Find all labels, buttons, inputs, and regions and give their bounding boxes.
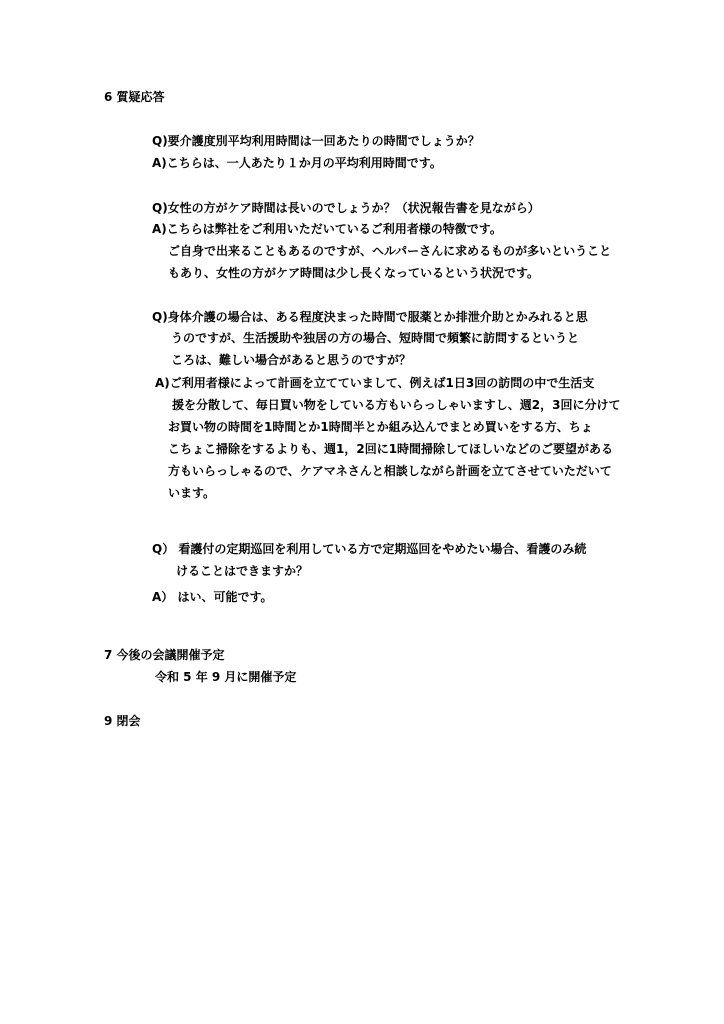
question-line: Q)女性の方がケア時間は長いのでしょうか？（状況報告書を見ながら） [152, 201, 540, 215]
question-line: けることはできますか？ [176, 564, 309, 578]
answer-line: こちょこ掃除をするよりも、週1，2回に1時間掃除してほしいなどのご要望がある [168, 442, 614, 456]
answer-line: 援を分散して、毎日買い物をしている方もいらっしゃいますし、週2，3回に分けて [172, 398, 621, 412]
answer-line: もあり、女性の方がケア時間は少し長くなっているという状況です。 [168, 266, 540, 280]
answer-line: A)こちらは、一人あたり１か月の平均利用時間です。 [152, 156, 442, 170]
answer-line: A)ご利用者様によって計画を立てていまして、例えば1日3回の訪問の中で生活支 [155, 376, 595, 390]
next-meeting-body: 令和 5 年 9 月に開催予定 [155, 670, 297, 684]
answer-line: います。 [168, 486, 216, 500]
question-line: Q)身体介護の場合は、ある程度決まった時間で服薬とか排泄介助とかみれると思 [152, 310, 588, 324]
section-heading-next-meeting: 7 今後の会議開催予定 [104, 648, 225, 662]
answer-line: A)こちらは弊社をご利用いただいているご利用者様の特徴です。 [152, 222, 502, 236]
answer-line: A） はい、可能です。 [152, 590, 273, 604]
question-line: うのですが、生活援助や独居の方の場合、短時間で頻繁に訪問するというと [171, 331, 580, 345]
section-heading-closing: 9 閉会 [104, 714, 141, 728]
question-line: ころは、難しい場合があると思うのですが？ [171, 353, 412, 367]
section-heading-qa: 6 質疑応答 [104, 90, 165, 104]
answer-line: お買い物の時間を1時間とか1時間半とか組み込んでまとめ買いをする方、ちょ [168, 420, 593, 434]
question-line: Q） 看護付の定期巡回を利用している方で定期巡回をやめたい場合、看護のみ続 [152, 542, 587, 556]
question-line: Q)要介護度別平均利用時間は一回あたりの時間でしょうか？ [152, 134, 480, 148]
answer-line: 方もいらっしゃるので、ケアマネさんと相談しながら計画を立てさせていただいて [168, 464, 612, 478]
answer-line: ご自身で出来ることもあるのですが、ヘルパーさんに求めるものが多いということ [168, 244, 612, 258]
